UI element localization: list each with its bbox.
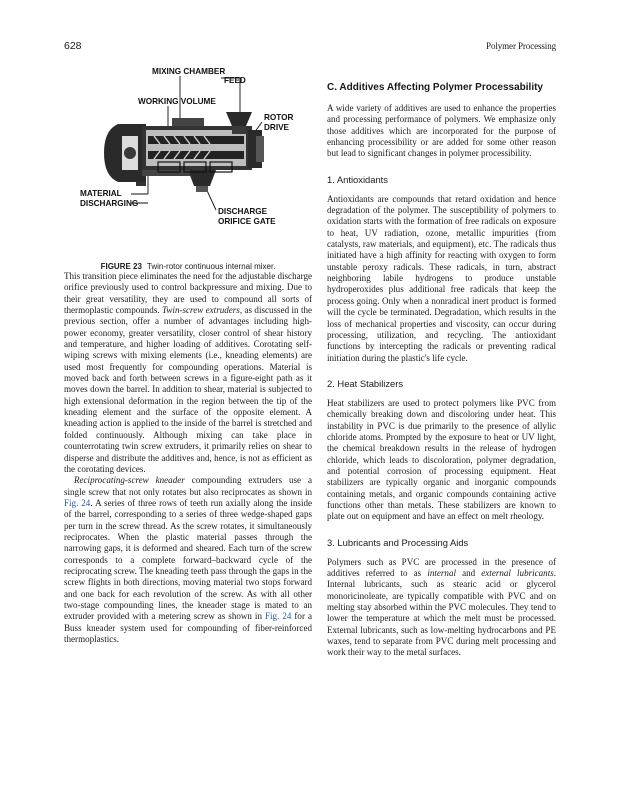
text-run: This transition piece eliminates the need for the adjustable discharge orifice previously used to control backpressure and mixing. Due to their great versatility, they are used to compound all sorts of thermoplastic compounds. (64, 271, 312, 316)
subheading-lubricants: 3. Lubricants and Processing Aids (327, 536, 469, 548)
text-run: , as discussed in the previous section, offer a number of advantages including high-power economy, greater versatility, closer control of shear history and temperature, and higher loading of additives. Corotating self-wiping screws with mixing elements (i.e., kneading elements) are used most frequently for compounding operations. Material is moved back and forth between screws in a figure-eight path as it moves down the barrel. In addition to shear, material is subjected to high extensional deformation in the region between the tip of the kneading element and the surface of the opposite element. A kneading action is applied to the inside of the barrel is stretched and folded continuously. Although mixing can take place in counterrotating twin screw extruders, it primarily relies on shear to disperse and distribute the additives and, hence, is not as efficient as the corotating devices. (64, 305, 312, 474)
paragraph-reciprocating (64, 475, 312, 645)
running-title: Polymer Processing (486, 41, 556, 51)
page-header (64, 40, 556, 56)
text-run: and (455, 568, 482, 578)
figure-23-diagram (76, 64, 296, 236)
paragraph-additives-intro: A wide variety of additives are used to enhance the properties and processing performance of polymers. We emphasize only those additives which are incorporated for the purpose of enhancing processibility or are added for some other reason but lead to significant changes in polymer processibility. (327, 103, 556, 159)
label-discharge: DISCHARGE (218, 207, 268, 216)
paragraph-heat-stabilizers: Heat stabilizers are used to protect polymers like PVC from chemically breaking down and discoloring under heat. This instability in PVC is due primarily to the presence of allylic chloride atoms. Prompted by the exposure to heat or UV light, the chemical breakdown results in the release of hydrogen chloride, which leads to discoloration, polymer degradation, and potential corrosion of processing equipment. Heat stabilizers are typically organic and inorganic compounds containing metals, and organic compounds containing active functions other than metals. These stabilizers are known to plate out on equipment and have an effect on melt rheology. (327, 397, 556, 522)
text-run: compounding extruders use a single screw that not only rotates but also reciprocates as shown in (64, 475, 312, 497)
paragraph-antioxidants: Antioxidants are compounds that retard oxidation and hence degradation of the polymer. The susceptibility of polymers to oxidation starts with the formation of free radicals on exposure to heat, UV radiation, ozone, metallic impurities (from catalysts, raw materials, and equipment), etc. The radicals thus initiated have a high affinity for reacting with oxygen to form unstable peroxy radicals. These radicals, in turn, abstract neighboring labile hydrogens to produce unstable hydroperoxides plus additional free radicals that keep the process going. Only when a nonradical inert product is formed will the cycle be terminated. Degradation, which results in the loss of mechanical properties and viscosity, can occur during processing, utilization, and recycling. The antioxidant functions by intercepting the radicals or preventing radical initiation during the plastic's life cycle. (327, 193, 556, 363)
figure-caption (64, 262, 312, 271)
right-column (327, 82, 556, 659)
emphasis-external-lubricants: external lubricants (481, 568, 554, 578)
section-heading-additives: C. Additives Affecting Polymer Processability (327, 82, 543, 93)
figure-24-link[interactable]: Fig. 24 (64, 497, 91, 508)
text-run: for a Buss kneader system used for compounding of fiber-reinforced thermoplastics. (64, 611, 313, 644)
emphasis-twin-screw-extruders: Twin-screw extruders (162, 305, 240, 316)
mixer-body (104, 112, 264, 192)
figure-caption-text: Twin-rotor continuous internal mixer. (146, 262, 276, 271)
label-working-volume: WORKING VOLUME (138, 97, 216, 106)
left-column (64, 271, 312, 645)
subheading-heat-stabilizers: 2. Heat Stabilizers (327, 377, 404, 389)
text-run: . A series of three rows of teeth run axially along the inside of the barrel, corresponding to a series of three wedge-shaped gaps per turn in the screw thread. As the screw rotates, it simultaneously reciprocates. When the plastic material passes through the narrowing gaps, it is deformed and sheared. Each turn of the screw corresponds to a complete forward–backward cycle of the reciprocating screw. The kneading teeth pass through the gaps in the screw flights in both directions, moving material two stops forward and one back for each revolution of the screw. As with all other two-stage compounding lines, the kneader stage is mated to an extruder provided with a metering screw as shown in (64, 497, 312, 622)
label-rotor: ROTOR (264, 113, 294, 122)
figure-24-link[interactable]: Fig. 24 (265, 611, 292, 622)
label-feed: FEED (224, 76, 246, 85)
page-number: 628 (64, 40, 82, 52)
paragraph-twin-screw (64, 271, 312, 475)
mixer-illustration (76, 64, 296, 236)
text-run: . Internal lubricants, such as stearic acid or glycerol monoricinoleate, are typically compatible with PVC and on melting stay absorbed within the PVC molecules. They tend to lower the temperature at which the melt must be processed. External lubricants, such as low-melting hydrocarbons and PE waxes, tend to separate from PVC during melt processing and work their way to the metal surfaces. (327, 568, 556, 658)
subheading-antioxidants: 1. Antioxidants (327, 173, 388, 185)
emphasis-reciprocating-kneader: Reciprocating-screw kneader (74, 475, 185, 486)
label-mixing-chamber: MIXING CHAMBER (152, 67, 226, 76)
figure-caption-label: FIGURE 23 (100, 262, 142, 271)
emphasis-internal: internal (427, 568, 456, 578)
paragraph-lubricants (327, 557, 556, 659)
label-drive: DRIVE (264, 123, 290, 132)
label-orifice-gate: ORIFICE GATE (218, 217, 276, 226)
label-material: MATERIAL (80, 189, 122, 198)
label-discharging: DISCHARGING (80, 199, 139, 208)
text-run: Polymers such as PVC are processed in the presence of additives referred to as (327, 556, 556, 578)
